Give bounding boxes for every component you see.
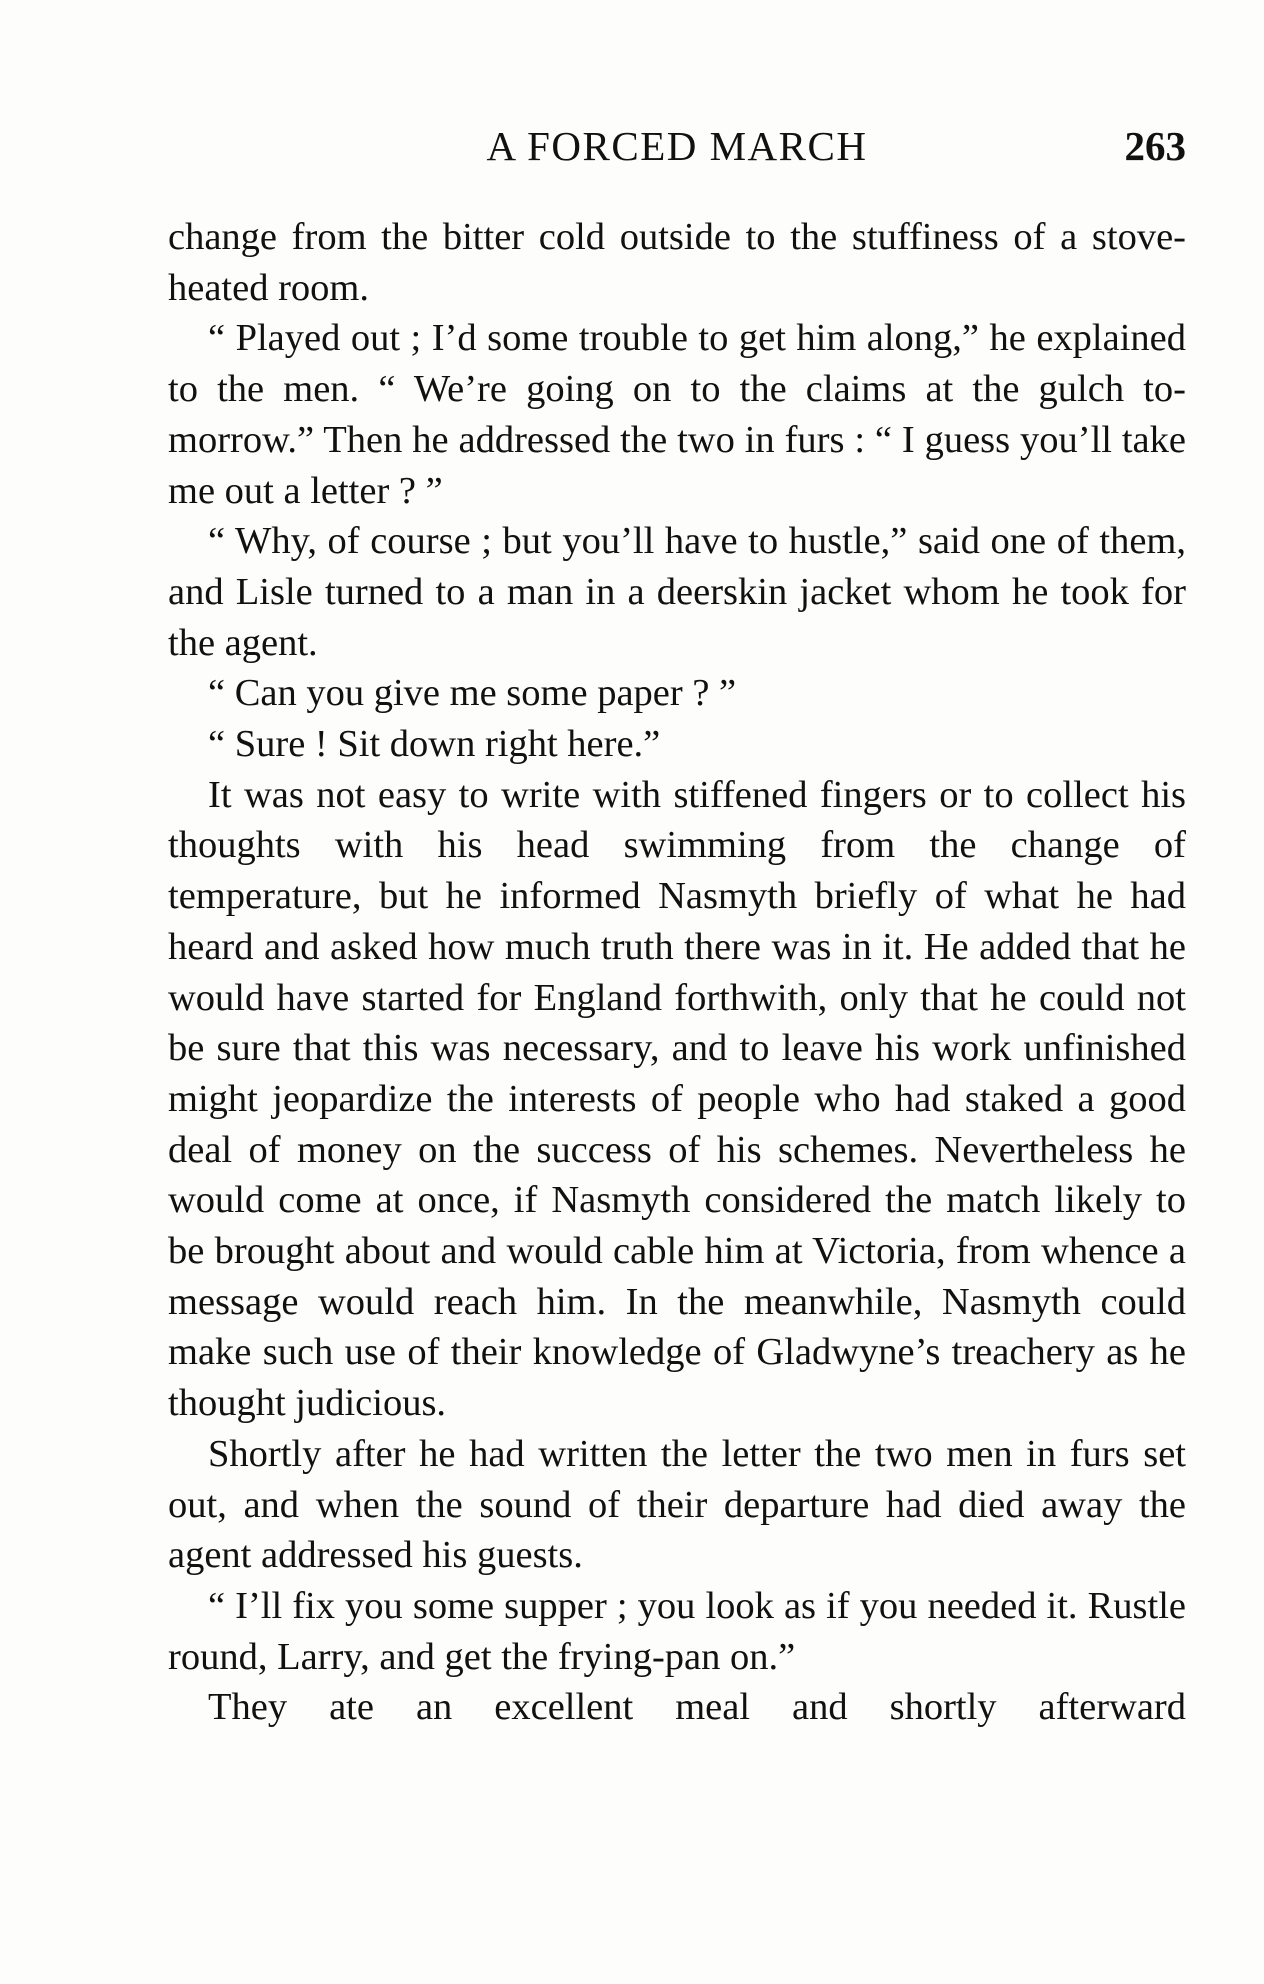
paragraph-continued: change from the bitter cold outside to the stuffiness of a stove-heated room. xyxy=(168,216,1186,309)
running-title: A FORCED MARCH xyxy=(486,123,868,169)
paragraph-narrative: Shortly after he had written the letter the two men in furs set out, and when the sound of their departure had died away the agent addressed his guests. xyxy=(168,1432,1186,1577)
paragraph-dialogue: “ Played out ; I’d some trouble to get him along,” he explained to the men. “ We’re going on to the claims at the gulch to-morrow.” Then he addressed the two in furs : “ I guess you’ll take me out a letter ? ” xyxy=(168,317,1186,512)
running-head xyxy=(168,122,1186,182)
paragraph-dialogue: “ Can you give me some paper ? ” xyxy=(208,672,737,715)
paragraph-dialogue: “ I’ll fix you some supper ; you look as if you needed it. Rustle round, Larry, and get the frying-pan on.” xyxy=(168,1584,1186,1678)
paragraph-dialogue: “ Why, of course ; but you’ll have to hustle,” said one of them, and Lisle turned to a man in a deerskin jacket whom he took for the agent. xyxy=(168,520,1186,664)
page-number: 263 xyxy=(1124,123,1186,169)
paragraph-final: They ate an excellent meal and shortly afterward xyxy=(208,1686,1186,1729)
body-text xyxy=(168,212,1186,1733)
paragraph-dialogue: “ Sure ! Sit down right here.” xyxy=(208,723,661,766)
paragraph-narrative: It was not easy to write with stiffened fingers or to collect his thoughts with his head swimming from the change of temperature, but he informed Nasmyth briefly of what he had heard and asked how much truth there was in it. He added that he would have started for England forthwith, only that he could not be sure that this was necessary, and to leave his work unfinished might jeopardize the interests of people who had staked a good deal of money on the success of his schemes. Nevertheless he would come at once, if Nasmyth considered the match likely to be brought about and would cable him at Victoria, from whence a message would reach him. In the meanwhile, Nasmyth could make such use of their knowledge of Gladwyne’s treachery as he thought judicious. xyxy=(168,773,1186,1425)
